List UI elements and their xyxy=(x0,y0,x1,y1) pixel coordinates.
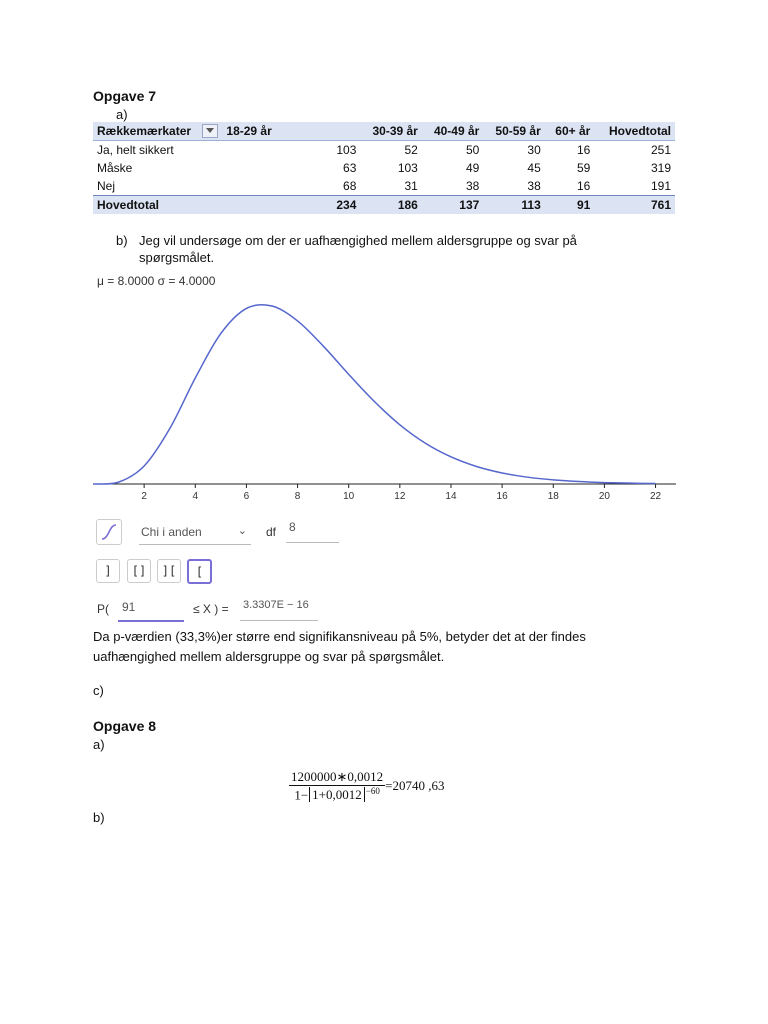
part-c-label: c) xyxy=(93,683,104,698)
formula-fraction xyxy=(289,769,385,803)
cell: 319 xyxy=(650,161,671,175)
cell: 30 xyxy=(527,143,541,157)
total-cell: 113 xyxy=(483,196,544,215)
total-cell: 186 xyxy=(360,196,421,215)
x-tick-label: 20 xyxy=(598,491,610,502)
formula-den-part1: 1− xyxy=(294,787,309,803)
x-tick-label: 18 xyxy=(547,491,559,502)
part-b-text-line2: spørgsmålet. xyxy=(139,250,215,265)
table-row xyxy=(93,177,675,196)
x-tick-label: 2 xyxy=(141,491,147,502)
pivot-header-row xyxy=(93,122,675,141)
right-tail-button[interactable]: [ xyxy=(187,559,212,584)
x-tick-label: 12 xyxy=(394,491,406,502)
distribution-select[interactable] xyxy=(139,522,251,545)
cell: 38 xyxy=(465,179,480,193)
cdf-toggle-button[interactable] xyxy=(96,519,122,545)
formula-numerator: 1200000∗0,0012 xyxy=(291,769,384,784)
cell: 50 xyxy=(465,143,480,157)
cell: 16 xyxy=(576,179,591,193)
probability-operator: ≤ X ) = xyxy=(193,602,229,616)
interval-button[interactable]: ][ xyxy=(157,559,181,583)
cell: 31 xyxy=(404,179,418,193)
row-labels-header-text: Rækkemærkater xyxy=(97,123,192,138)
col-header: Hovedtotal xyxy=(594,122,675,141)
density-curve xyxy=(93,305,656,484)
x-tick-label: 10 xyxy=(343,491,355,502)
lower-bound-value: 91 xyxy=(122,600,136,614)
opgave7-title: Opgave 7 xyxy=(93,88,157,104)
distribution-params: μ = 8.0000 σ = 4.0000 xyxy=(97,274,216,288)
formula-exponent: −60 xyxy=(365,786,380,796)
cell: 52 xyxy=(404,143,418,157)
lower-bound-input[interactable] xyxy=(118,598,184,622)
x-tick-label: 8 xyxy=(294,491,301,502)
total-row xyxy=(93,196,675,215)
cell: 63 xyxy=(343,161,357,175)
total-cell: 91 xyxy=(545,196,595,215)
total-cell: 137 xyxy=(422,196,483,215)
pivot-table xyxy=(93,122,675,214)
row-label: Ja, helt sikkert xyxy=(97,143,174,157)
opg8-part-a-label: a) xyxy=(93,737,105,752)
annuity-formula xyxy=(289,769,445,803)
filter-dropdown-icon[interactable] xyxy=(202,124,218,138)
col-header: 18-29 år xyxy=(222,122,360,141)
col-header: 30-39 år xyxy=(360,122,421,141)
cell: 191 xyxy=(650,179,671,193)
cell: 103 xyxy=(336,143,357,157)
cell: 38 xyxy=(527,179,541,193)
total-cell: 234 xyxy=(222,196,360,215)
x-tick-label: 4 xyxy=(192,491,199,502)
row-label: Måske xyxy=(97,161,133,175)
formula-den-inner: 1+0,0012 xyxy=(309,787,365,802)
probability-result-value: 3.3307E − 16 xyxy=(243,599,309,611)
x-tick-label: 16 xyxy=(496,491,508,502)
x-tick-label: 6 xyxy=(243,491,250,502)
col-header: 50-59 år xyxy=(483,122,544,141)
table-row xyxy=(93,141,675,160)
df-input-value: 8 xyxy=(289,520,296,534)
chi-square-density-chart xyxy=(93,292,676,502)
total-label: Hovedtotal xyxy=(93,196,222,215)
two-sided-button[interactable]: [] xyxy=(127,559,151,583)
df-label: df xyxy=(266,525,277,539)
cumulative-curve-icon xyxy=(97,520,121,544)
part-b-text-line1: Jeg vil undersøge om der er uafhængighed mellem aldersgruppe og svar på xyxy=(139,233,577,248)
x-tick-label: 22 xyxy=(649,491,662,502)
part-b-marker: b) xyxy=(116,233,128,248)
probability-prefix: P( xyxy=(97,602,109,616)
table-row xyxy=(93,159,675,177)
cell: 45 xyxy=(527,161,541,175)
conclusion-line1: Da p-værdien (33,3%)er større end signifikansniveau på 5%, betyder det at der findes xyxy=(93,629,586,644)
cell: 16 xyxy=(576,143,591,157)
cell: 49 xyxy=(465,161,480,175)
df-input[interactable] xyxy=(286,520,339,543)
chevron-down-icon: ⌄ xyxy=(237,525,247,537)
part-a-label: a) xyxy=(116,107,128,122)
opgave8-title: Opgave 8 xyxy=(93,718,157,734)
conclusion-line2: uafhængighed mellem aldersgruppe og svar på spørgsmålet. xyxy=(93,649,445,664)
distribution-select-value: Chi i anden xyxy=(141,525,202,539)
probability-result xyxy=(240,598,318,621)
formula-result: =20740 ,63 xyxy=(385,778,445,794)
col-header: 40-49 år xyxy=(422,122,483,141)
left-tail-button[interactable]: ] xyxy=(96,559,120,583)
cell: 103 xyxy=(397,161,418,175)
cell: 251 xyxy=(650,143,671,157)
col-header: 60+ år xyxy=(545,122,595,141)
row-label: Nej xyxy=(97,179,116,193)
row-labels-header[interactable] xyxy=(93,122,222,141)
opg8-part-b-label: b) xyxy=(93,810,105,825)
cell: 68 xyxy=(343,179,357,193)
formula-denominator xyxy=(289,786,385,803)
x-tick-label: 14 xyxy=(445,491,457,502)
total-cell: 761 xyxy=(594,196,675,215)
cell: 59 xyxy=(576,161,591,175)
